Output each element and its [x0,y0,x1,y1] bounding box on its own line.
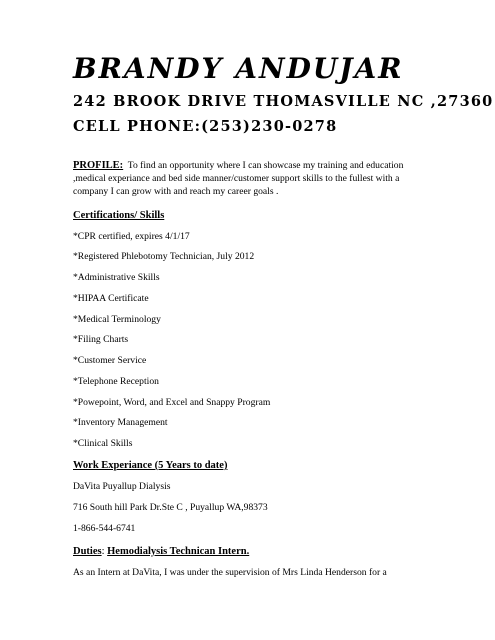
applicant-address: 242 BROOK DRIVE THOMASVILLE NC ,27360 [73,93,494,110]
duties-title: Hemodialysis Technican Intern. [107,546,250,557]
skill-item: *Filing Charts [73,334,129,345]
employer-name: DaVita Puyallup Dialysis [73,481,171,492]
skill-item: *Registered Phlebotomy Technician, July 2012 [73,251,255,262]
employer-address: 716 South hill Park Dr.Ste C , Puyallup WA,98373 [73,502,268,513]
duties-separator: : [101,546,105,557]
profile-line-3: company I can grow with and reach my career goals . [73,186,279,197]
skill-item: *Telephone Reception [73,376,159,387]
skill-item: *Administrative Skills [73,272,160,283]
profile-label: PROFILE: [73,160,124,171]
skill-item: *CPR certified, expires 4/1/17 [73,231,190,242]
profile-line-1: To find an opportunity where I can showcase my training and education [127,160,404,171]
skill-item: *HIPAA Certificate [73,293,149,304]
job-description: As an Intern at DaVita, I was under the supervision of Mrs Linda Henderson for a [73,567,387,578]
skill-item: *Medical Terminology [73,314,161,325]
applicant-phone: CELL PHONE:(253)230-0278 [73,118,338,135]
skill-item: *Clinical Skills [73,438,133,449]
work-heading: Work Experiance (5 Years to date) [73,460,228,471]
certifications-heading: Certifications/ Skills [73,210,165,221]
profile-section [73,159,433,198]
skill-item: *Customer Service [73,355,147,366]
applicant-name: BRANDY ANDUJAR [73,52,404,85]
profile-line-2: ,medical experiance and bed side manner/customer support skills to the fullest with a [73,173,400,184]
duties-label: Duties [73,546,102,557]
duties-line [73,545,249,558]
skill-item: *Powepoint, Word, and Excel and Snappy Program [73,397,271,408]
employer-phone: 1-866-544-6741 [73,523,136,534]
skill-item: *Inventory Management [73,417,168,428]
